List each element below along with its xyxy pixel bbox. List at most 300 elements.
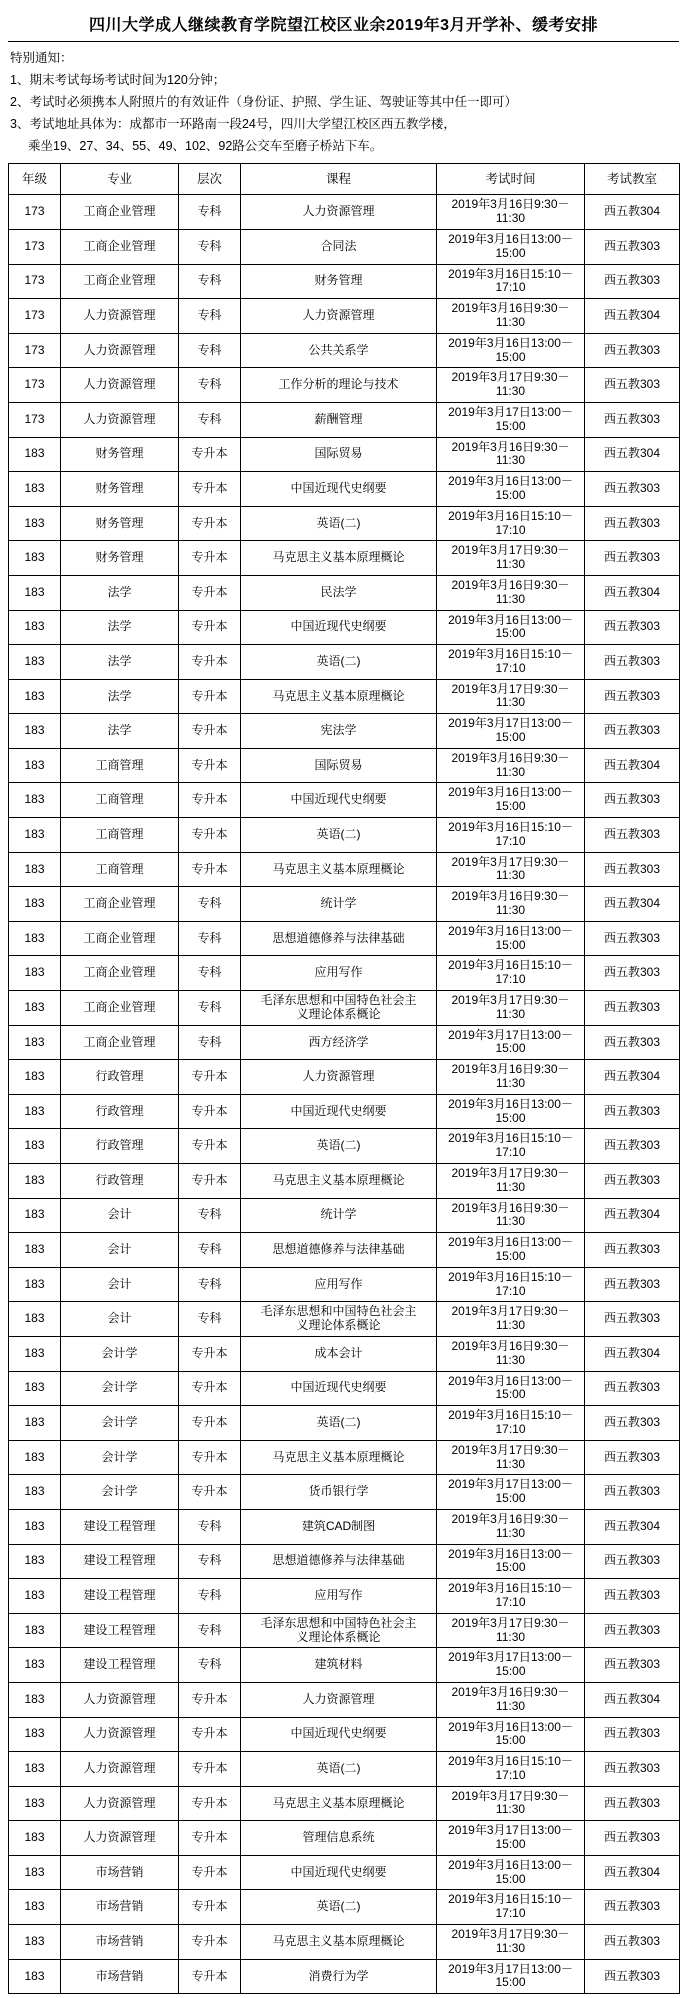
cell-major: 人力资源管理: [61, 368, 179, 403]
cell-time: 2019年3月17日9:30－11:30: [437, 1440, 585, 1475]
cell-grade: 183: [9, 852, 61, 887]
cell-level: 专科: [179, 991, 241, 1026]
table-row: [9, 229, 680, 264]
cell-room: 西五教304: [585, 748, 680, 783]
cell-course: 公共关系学: [241, 333, 437, 368]
cell-course: 思想道德修养与法律基础: [241, 1544, 437, 1579]
cell-major: 人力资源管理: [61, 299, 179, 334]
cell-time: 2019年3月17日9:30－11:30: [437, 1164, 585, 1199]
cell-major: 市场营销: [61, 1925, 179, 1960]
cell-major: 法学: [61, 679, 179, 714]
cell-time: 2019年3月16日9:30－11:30: [437, 575, 585, 610]
cell-level: 专科: [179, 1509, 241, 1544]
cell-course: 合同法: [241, 229, 437, 264]
cell-grade: 183: [9, 1925, 61, 1960]
cell-grade: 183: [9, 1094, 61, 1129]
cell-room: 西五教304: [585, 1509, 680, 1544]
cell-level: 专升本: [179, 575, 241, 610]
cell-time: 2019年3月16日9:30－11:30: [437, 887, 585, 922]
cell-room: 西五教303: [585, 783, 680, 818]
cell-major: 市场营销: [61, 1890, 179, 1925]
cell-grade: 183: [9, 1164, 61, 1199]
column-header-level: 层次: [179, 164, 241, 195]
cell-time: 2019年3月16日9:30－11:30: [437, 1509, 585, 1544]
table-row: [9, 1786, 680, 1821]
cell-time: 2019年3月17日9:30－11:30: [437, 368, 585, 403]
cell-room: 西五教303: [585, 921, 680, 956]
cell-grade: 183: [9, 1717, 61, 1752]
table-body: [9, 195, 680, 1994]
cell-level: 专升本: [179, 472, 241, 507]
cell-course: 工作分析的理论与技术: [241, 368, 437, 403]
cell-grade: 183: [9, 506, 61, 541]
table-row: [9, 402, 680, 437]
cell-level: 专科: [179, 402, 241, 437]
cell-course: 中国近现代史纲要: [241, 472, 437, 507]
cell-room: 西五教303: [585, 1648, 680, 1683]
table-row: [9, 1440, 680, 1475]
cell-grade: 183: [9, 1025, 61, 1060]
cell-major: 会计: [61, 1198, 179, 1233]
table-row: [9, 956, 680, 991]
cell-time: 2019年3月17日13:00－15:00: [437, 1025, 585, 1060]
cell-major: 法学: [61, 714, 179, 749]
cell-time: 2019年3月17日13:00－15:00: [437, 402, 585, 437]
page-title: 四川大学成人继续教育学院望江校区业余2019年3月开学补、缓考安排: [89, 17, 598, 34]
cell-time: 2019年3月17日13:00－15:00: [437, 1821, 585, 1856]
cell-room: 西五教303: [585, 506, 680, 541]
cell-grade: 173: [9, 299, 61, 334]
cell-room: 西五教303: [585, 679, 680, 714]
cell-time: 2019年3月17日9:30－11:30: [437, 852, 585, 887]
cell-course: 英语(二): [241, 1890, 437, 1925]
cell-level: 专科: [179, 1198, 241, 1233]
cell-course: 英语(二): [241, 1752, 437, 1787]
cell-time: 2019年3月16日15:10－17:10: [437, 1406, 585, 1441]
cell-major: 人力资源管理: [61, 402, 179, 437]
cell-level: 专升本: [179, 645, 241, 680]
cell-course: 建筑材料: [241, 1648, 437, 1683]
cell-level: 专科: [179, 1233, 241, 1268]
cell-course: 思想道德修养与法律基础: [241, 1233, 437, 1268]
cell-major: 人力资源管理: [61, 1717, 179, 1752]
cell-course: 毛泽东思想和中国特色社会主 义理论体系概论: [241, 991, 437, 1026]
cell-room: 西五教303: [585, 541, 680, 576]
cell-level: 专科: [179, 1579, 241, 1614]
cell-grade: 183: [9, 1129, 61, 1164]
table-row: [9, 472, 680, 507]
cell-course: 成本会计: [241, 1336, 437, 1371]
table-header-row: [9, 164, 680, 195]
cell-major: 会计: [61, 1233, 179, 1268]
cell-major: 行政管理: [61, 1164, 179, 1199]
column-header-time: 考试时间: [437, 164, 585, 195]
cell-level: 专升本: [179, 437, 241, 472]
table-row: [9, 818, 680, 853]
notice-line-2: 2、考试时必须携本人附照片的有效证件（身份证、护照、学生证、驾驶证等其中任一即可）: [10, 94, 517, 109]
cell-time: 2019年3月16日9:30－11:30: [437, 1060, 585, 1095]
cell-room: 西五教303: [585, 1786, 680, 1821]
cell-time: 2019年3月16日13:00－15:00: [437, 1233, 585, 1268]
notice-line-1: 1、期末考试每场考试时间为120分钟；: [10, 72, 226, 87]
cell-major: 人力资源管理: [61, 333, 179, 368]
cell-grade: 183: [9, 437, 61, 472]
cell-room: 西五教304: [585, 1682, 680, 1717]
cell-major: 工商管理: [61, 818, 179, 853]
cell-major: 工商企业管理: [61, 264, 179, 299]
cell-major: 建设工程管理: [61, 1544, 179, 1579]
cell-grade: 183: [9, 1060, 61, 1095]
cell-level: 专科: [179, 1025, 241, 1060]
cell-time: 2019年3月16日13:00－15:00: [437, 333, 585, 368]
table-row: [9, 1613, 680, 1648]
cell-level: 专科: [179, 1302, 241, 1337]
column-header-grade: 年级: [9, 164, 61, 195]
cell-major: 建设工程管理: [61, 1579, 179, 1614]
table-row: [9, 264, 680, 299]
cell-course: 管理信息系统: [241, 1821, 437, 1856]
cell-major: 行政管理: [61, 1094, 179, 1129]
cell-level: 专升本: [179, 1129, 241, 1164]
cell-room: 西五教303: [585, 1406, 680, 1441]
cell-course: 英语(二): [241, 818, 437, 853]
cell-course: 民法学: [241, 575, 437, 610]
cell-course: 毛泽东思想和中国特色社会主 义理论体系概论: [241, 1302, 437, 1337]
cell-time: 2019年3月16日15:10－17:10: [437, 956, 585, 991]
cell-level: 专科: [179, 299, 241, 334]
cell-time: 2019年3月17日9:30－11:30: [437, 1302, 585, 1337]
cell-room: 西五教303: [585, 1821, 680, 1856]
table-row: [9, 852, 680, 887]
cell-course: 思想道德修养与法律基础: [241, 921, 437, 956]
cell-time: 2019年3月16日9:30－11:30: [437, 437, 585, 472]
table-row: [9, 748, 680, 783]
column-header-major: 专业: [61, 164, 179, 195]
cell-course: 应用写作: [241, 1267, 437, 1302]
column-header-room: 考试教室: [585, 164, 680, 195]
cell-level: 专升本: [179, 1060, 241, 1095]
cell-time: 2019年3月17日9:30－11:30: [437, 1925, 585, 1960]
cell-room: 西五教303: [585, 1129, 680, 1164]
cell-course: 毛泽东思想和中国特色社会主 义理论体系概论: [241, 1613, 437, 1648]
cell-level: 专升本: [179, 1855, 241, 1890]
cell-time: 2019年3月16日15:10－17:10: [437, 1890, 585, 1925]
cell-time: 2019年3月17日9:30－11:30: [437, 991, 585, 1026]
cell-grade: 183: [9, 1648, 61, 1683]
cell-level: 专科: [179, 887, 241, 922]
cell-room: 西五教304: [585, 1198, 680, 1233]
cell-course: 英语(二): [241, 506, 437, 541]
notice-line-3: 3、考试地址具体为：成都市一环路南一段24号，四川大学望江校区西五教学楼，: [10, 116, 456, 131]
cell-grade: 183: [9, 818, 61, 853]
notice-heading: 特别通知：: [10, 51, 73, 65]
cell-major: 工商管理: [61, 852, 179, 887]
cell-grade: 183: [9, 887, 61, 922]
table-row: [9, 506, 680, 541]
table-row: [9, 1336, 680, 1371]
cell-room: 西五教303: [585, 1440, 680, 1475]
cell-grade: 183: [9, 1786, 61, 1821]
cell-major: 行政管理: [61, 1060, 179, 1095]
cell-grade: 183: [9, 1336, 61, 1371]
cell-level: 专升本: [179, 1336, 241, 1371]
cell-grade: 183: [9, 956, 61, 991]
cell-room: 西五教304: [585, 575, 680, 610]
cell-time: 2019年3月17日9:30－11:30: [437, 679, 585, 714]
table-row: [9, 1094, 680, 1129]
cell-room: 西五教303: [585, 1302, 680, 1337]
cell-major: 工商企业管理: [61, 1025, 179, 1060]
table-row: [9, 1925, 680, 1960]
table-row: [9, 1544, 680, 1579]
cell-time: 2019年3月16日13:00－15:00: [437, 610, 585, 645]
table-row: [9, 1890, 680, 1925]
cell-time: 2019年3月16日9:30－11:30: [437, 748, 585, 783]
cell-grade: 173: [9, 333, 61, 368]
table-row: [9, 921, 680, 956]
cell-room: 西五教303: [585, 402, 680, 437]
cell-course: 建筑CAD制图: [241, 1509, 437, 1544]
table-row: [9, 1129, 680, 1164]
cell-time: 2019年3月16日9:30－11:30: [437, 1198, 585, 1233]
cell-major: 工商企业管理: [61, 229, 179, 264]
table-row: [9, 1233, 680, 1268]
cell-course: 马克思主义基本原理概论: [241, 1440, 437, 1475]
cell-level: 专升本: [179, 1475, 241, 1510]
cell-level: 专科: [179, 229, 241, 264]
cell-room: 西五教304: [585, 299, 680, 334]
cell-course: 统计学: [241, 887, 437, 922]
cell-level: 专升本: [179, 1164, 241, 1199]
cell-grade: 183: [9, 748, 61, 783]
cell-room: 西五教304: [585, 1855, 680, 1890]
cell-room: 西五教303: [585, 991, 680, 1026]
cell-grade: 183: [9, 610, 61, 645]
table-row: [9, 1821, 680, 1856]
cell-course: 中国近现代史纲要: [241, 1094, 437, 1129]
cell-time: 2019年3月17日13:00－15:00: [437, 1959, 585, 1994]
cell-course: 中国近现代史纲要: [241, 610, 437, 645]
table-row: [9, 1717, 680, 1752]
cell-course: 国际贸易: [241, 748, 437, 783]
cell-level: 专升本: [179, 783, 241, 818]
table-row: [9, 541, 680, 576]
cell-time: 2019年3月16日15:10－17:10: [437, 1129, 585, 1164]
cell-time: 2019年3月16日13:00－15:00: [437, 1717, 585, 1752]
cell-room: 西五教304: [585, 1336, 680, 1371]
cell-level: 专升本: [179, 1821, 241, 1856]
cell-grade: 183: [9, 1198, 61, 1233]
cell-level: 专科: [179, 1267, 241, 1302]
table-row: [9, 1025, 680, 1060]
cell-level: 专升本: [179, 818, 241, 853]
cell-room: 西五教303: [585, 1475, 680, 1510]
cell-grade: 183: [9, 1440, 61, 1475]
cell-time: 2019年3月16日13:00－15:00: [437, 229, 585, 264]
table-row: [9, 679, 680, 714]
cell-major: 会计学: [61, 1406, 179, 1441]
cell-room: 西五教303: [585, 264, 680, 299]
cell-grade: 183: [9, 1959, 61, 1994]
cell-grade: 183: [9, 1890, 61, 1925]
cell-grade: 183: [9, 1821, 61, 1856]
cell-time: 2019年3月17日13:00－15:00: [437, 714, 585, 749]
cell-time: 2019年3月16日15:10－17:10: [437, 1579, 585, 1614]
cell-level: 专升本: [179, 1959, 241, 1994]
table-row: [9, 1682, 680, 1717]
cell-major: 工商企业管理: [61, 956, 179, 991]
cell-room: 西五教303: [585, 852, 680, 887]
table-row: [9, 299, 680, 334]
table-row: [9, 1475, 680, 1510]
cell-grade: 183: [9, 679, 61, 714]
cell-course: 消费行为学: [241, 1959, 437, 1994]
cell-level: 专科: [179, 1544, 241, 1579]
cell-time: 2019年3月17日9:30－11:30: [437, 1786, 585, 1821]
cell-grade: 183: [9, 1579, 61, 1614]
table-row: [9, 1267, 680, 1302]
cell-course: 中国近现代史纲要: [241, 783, 437, 818]
table-row: [9, 1198, 680, 1233]
cell-room: 西五教303: [585, 368, 680, 403]
cell-time: 2019年3月16日13:00－15:00: [437, 921, 585, 956]
table-row: [9, 1060, 680, 1095]
cell-course: 英语(二): [241, 1406, 437, 1441]
table-row: [9, 437, 680, 472]
cell-grade: 183: [9, 991, 61, 1026]
cell-grade: 183: [9, 714, 61, 749]
cell-level: 专升本: [179, 1717, 241, 1752]
cell-major: 人力资源管理: [61, 1682, 179, 1717]
cell-time: 2019年3月16日13:00－15:00: [437, 1544, 585, 1579]
cell-room: 西五教304: [585, 887, 680, 922]
table-row: [9, 1164, 680, 1199]
notice-line-4: 乘坐19、27、34、55、49、102、92路公交车至磨子桥站下车。: [28, 138, 383, 153]
cell-level: 专升本: [179, 1440, 241, 1475]
cell-time: 2019年3月16日15:10－17:10: [437, 1752, 585, 1787]
cell-grade: 183: [9, 575, 61, 610]
cell-room: 西五教303: [585, 1094, 680, 1129]
cell-room: 西五教303: [585, 714, 680, 749]
cell-grade: 183: [9, 1613, 61, 1648]
cell-time: 2019年3月16日13:00－15:00: [437, 1855, 585, 1890]
cell-grade: 183: [9, 1406, 61, 1441]
cell-room: 西五教303: [585, 333, 680, 368]
cell-major: 建设工程管理: [61, 1509, 179, 1544]
table-row: [9, 1302, 680, 1337]
cell-course: 统计学: [241, 1198, 437, 1233]
cell-level: 专升本: [179, 610, 241, 645]
column-header-course: 课程: [241, 164, 437, 195]
cell-grade: 183: [9, 1302, 61, 1337]
cell-major: 会计学: [61, 1371, 179, 1406]
table-row: [9, 783, 680, 818]
title-divider: [8, 41, 679, 42]
table-row: [9, 1648, 680, 1683]
cell-time: 2019年3月17日9:30－11:30: [437, 541, 585, 576]
cell-room: 西五教303: [585, 1371, 680, 1406]
cell-course: 中国近现代史纲要: [241, 1371, 437, 1406]
cell-major: 工商管理: [61, 748, 179, 783]
table-row: [9, 1371, 680, 1406]
cell-level: 专升本: [179, 1890, 241, 1925]
cell-grade: 183: [9, 472, 61, 507]
cell-course: 中国近现代史纲要: [241, 1855, 437, 1890]
cell-room: 西五教303: [585, 645, 680, 680]
table-row: [9, 575, 680, 610]
cell-room: 西五教303: [585, 1959, 680, 1994]
cell-room: 西五教303: [585, 1025, 680, 1060]
cell-level: 专升本: [179, 541, 241, 576]
cell-major: 工商企业管理: [61, 991, 179, 1026]
cell-time: 2019年3月16日13:00－15:00: [437, 1094, 585, 1129]
cell-room: 西五教303: [585, 1890, 680, 1925]
cell-course: 人力资源管理: [241, 1682, 437, 1717]
cell-major: 会计学: [61, 1440, 179, 1475]
cell-level: 专科: [179, 1648, 241, 1683]
cell-level: 专升本: [179, 1925, 241, 1960]
cell-major: 法学: [61, 645, 179, 680]
cell-room: 西五教304: [585, 437, 680, 472]
table-row: [9, 1959, 680, 1994]
cell-level: 专升本: [179, 1752, 241, 1787]
cell-time: 2019年3月16日9:30－11:30: [437, 1682, 585, 1717]
cell-room: 西五教303: [585, 1233, 680, 1268]
cell-time: 2019年3月16日15:10－17:10: [437, 1267, 585, 1302]
cell-course: 马克思主义基本原理概论: [241, 1164, 437, 1199]
cell-level: 专升本: [179, 714, 241, 749]
cell-course: 英语(二): [241, 1129, 437, 1164]
cell-course: 人力资源管理: [241, 299, 437, 334]
table-row: [9, 1855, 680, 1890]
cell-time: 2019年3月17日13:00－15:00: [437, 1475, 585, 1510]
cell-level: 专科: [179, 195, 241, 230]
cell-major: 会计: [61, 1302, 179, 1337]
cell-major: 建设工程管理: [61, 1613, 179, 1648]
cell-time: 2019年3月16日13:00－15:00: [437, 472, 585, 507]
cell-major: 人力资源管理: [61, 1752, 179, 1787]
cell-time: 2019年3月16日15:10－17:10: [437, 264, 585, 299]
cell-grade: 183: [9, 645, 61, 680]
cell-level: 专升本: [179, 1786, 241, 1821]
cell-room: 西五教303: [585, 1925, 680, 1960]
notice-block: [8, 48, 679, 163]
cell-level: 专科: [179, 921, 241, 956]
cell-major: 法学: [61, 610, 179, 645]
table-row: [9, 195, 680, 230]
table-row: [9, 991, 680, 1026]
cell-major: 会计学: [61, 1336, 179, 1371]
cell-level: 专科: [179, 264, 241, 299]
cell-major: 工商企业管理: [61, 195, 179, 230]
cell-level: 专科: [179, 956, 241, 991]
cell-room: 西五教303: [585, 1613, 680, 1648]
cell-grade: 183: [9, 1682, 61, 1717]
cell-room: 西五教303: [585, 818, 680, 853]
cell-grade: 183: [9, 1475, 61, 1510]
cell-room: 西五教304: [585, 195, 680, 230]
cell-major: 工商管理: [61, 783, 179, 818]
cell-time: 2019年3月16日9:30－11:30: [437, 299, 585, 334]
cell-major: 财务管理: [61, 506, 179, 541]
cell-room: 西五教303: [585, 1544, 680, 1579]
cell-level: 专升本: [179, 852, 241, 887]
cell-course: 马克思主义基本原理概论: [241, 541, 437, 576]
cell-grade: 183: [9, 921, 61, 956]
cell-time: 2019年3月16日15:10－17:10: [437, 818, 585, 853]
cell-course: 应用写作: [241, 956, 437, 991]
cell-major: 人力资源管理: [61, 1786, 179, 1821]
